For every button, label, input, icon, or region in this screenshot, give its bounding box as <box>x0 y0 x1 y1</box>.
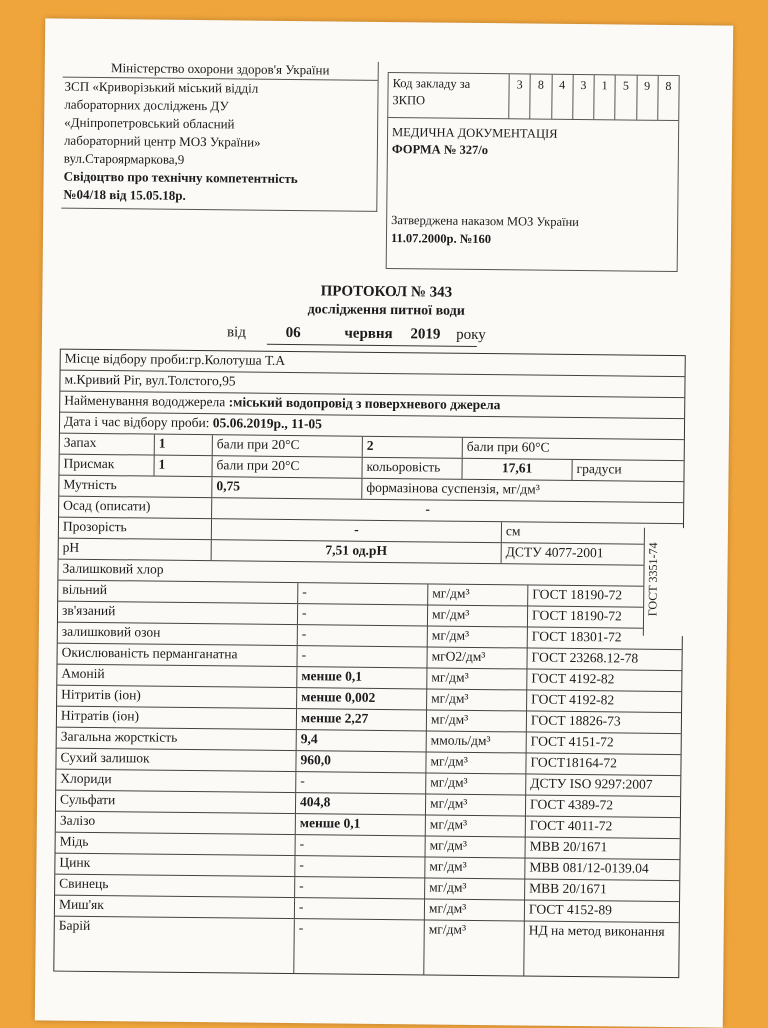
indicator-value: - <box>298 583 428 604</box>
smell-label: Запах <box>60 434 155 455</box>
indicator-value: 960,0 <box>296 751 426 772</box>
code-digit: 4 <box>552 75 574 119</box>
indicator-standard: ГОСТ 4151-72 <box>530 733 614 750</box>
lab-line: ЗСП «Криворізький міський відділ <box>64 78 259 96</box>
indicator-value: - <box>296 835 426 856</box>
indicator-standard: ГОСТ 23268.12-78 <box>531 649 639 666</box>
indicator-name: Залізо <box>56 812 296 835</box>
indicator-unit: мг/дм³ <box>426 752 526 773</box>
indicator-unit: мг/дм³ <box>426 794 526 815</box>
indicator-name: Миш'як <box>55 896 295 919</box>
indicator-name: Барій <box>54 917 295 974</box>
indicator-name: залишковий озон <box>58 623 298 646</box>
indicator-standard: ДСТУ ISO 9297:2007 <box>530 775 653 792</box>
color-label: кольоровість <box>362 458 462 479</box>
indicator-unit: ммоль/дм³ <box>427 731 527 752</box>
indicator-name: Сухий залишок <box>56 749 296 772</box>
indicator-unit: мг/дм³ <box>428 626 528 647</box>
document-sheet <box>35 18 733 1027</box>
approval-date: 11.07.2000р. №160 <box>390 231 492 247</box>
indicator-standard: ГОСТ 4192-82 <box>531 691 615 708</box>
indicator-unit: мг/дм³ <box>425 878 525 899</box>
indicator-value: менше 0,1 <box>296 814 426 835</box>
indicator-standard: МВВ 20/1671 <box>529 838 608 855</box>
date-suffix: року <box>456 326 486 344</box>
form-number: ФОРМА № 327/о <box>391 142 489 158</box>
indicator-unit: мг/дм³ <box>426 836 526 857</box>
smell-unit: бали при 20°С <box>213 435 363 457</box>
approval-text: Затверджена наказом МОЗ України <box>391 213 579 230</box>
certificate-line: Свідоцтво про технічну компетентність <box>63 168 298 187</box>
indicator-unit: мг/дм³ <box>426 815 526 836</box>
indicator-name: Цинк <box>55 854 295 877</box>
indicator-standard: ГОСТ 18190-72 <box>531 607 622 624</box>
med-doc-block <box>388 118 678 161</box>
side-standard-text: ГОСТ 3351-74 <box>645 542 661 617</box>
date-day: 06 <box>285 324 301 342</box>
indicator-name: Нітритів (іон) <box>57 686 297 709</box>
sample-place: Місце відбору проби:гр.Колотуша Т.А <box>64 350 286 368</box>
code-digit: 1 <box>594 75 616 119</box>
code-digit: 8 <box>665 78 672 93</box>
indicator-unit: мг/дм³ <box>425 857 525 878</box>
ministry-name: Міністерство охорони здоров'я України <box>63 59 378 81</box>
indicator-value: 404,8 <box>296 793 426 814</box>
ph-label: pH <box>59 539 212 561</box>
chlorine-header: Залишковий хлор <box>62 560 164 577</box>
sample-datetime-label: Дата і час відбору проби: <box>63 413 210 431</box>
code-digit: 8 <box>530 75 552 119</box>
indicator-value: - <box>295 877 425 898</box>
lab-line: «Дніпропетровський обласний <box>64 114 235 132</box>
lab-address: вул.Староярмаркова,9 <box>63 150 185 167</box>
indicator-standard: ГОСТ 18826-73 <box>530 712 621 729</box>
color-value: 17,61 <box>462 459 572 480</box>
lab-line: лабораторний центр МОЗ України» <box>63 132 261 150</box>
date-month: червня <box>344 325 393 343</box>
med-doc-title: МЕДИЧНА ДОКУМЕНТАЦІЯ <box>392 125 558 141</box>
protocol-subtitle: дослідження питної води <box>307 302 465 319</box>
indicator-standard: ГОСТ 4192-82 <box>531 670 615 687</box>
smell60-unit: бали при 60°С <box>466 438 550 455</box>
indicator-value: менше 0,002 <box>297 688 427 709</box>
results-table <box>53 349 685 979</box>
indicator-unit: мг/дм³ <box>428 584 528 605</box>
taste-unit: бали при 20°С <box>212 456 362 478</box>
lab-line: лабораторних досліджень ДУ <box>64 96 229 114</box>
indicator-unit: мг/дм³ <box>427 668 527 689</box>
smell60-value: 2 <box>363 437 463 458</box>
approval-block <box>391 211 579 249</box>
indicator-name: Нітратів (іон) <box>57 707 297 730</box>
indicator-unit: мг/дм³ <box>427 689 527 710</box>
side-standard <box>643 528 685 636</box>
indicator-standard: МВВ 081/12-0139.04 <box>529 859 649 876</box>
indicator-value: менше 0,1 <box>297 667 427 688</box>
code-row <box>388 73 678 121</box>
code-digit: 3 <box>573 75 595 119</box>
ph-standard: ДСТУ 4077-2001 <box>505 544 604 561</box>
indicator-value: менше 2,27 <box>297 709 427 730</box>
date-underline <box>267 344 477 347</box>
code-digit: 5 <box>615 75 637 119</box>
indicator-standard: ГОСТ 18301-72 <box>531 628 622 645</box>
indicator-name: вільний <box>58 581 298 604</box>
indicator-unit: мгО2/дм³ <box>427 647 527 668</box>
code-label: Код закладу за ЗКПО <box>388 73 509 118</box>
indicator-standard: ГОСТ18164-72 <box>530 754 617 771</box>
indicator-name: зв'язаний <box>58 602 298 625</box>
certificate-number: №04/18 від 15.05.18р. <box>63 186 186 203</box>
indicator-unit: мг/дм³ <box>427 710 527 731</box>
indicator-unit: мг/дм³ <box>424 920 525 975</box>
indicator-value: - <box>295 898 425 919</box>
indicator-unit: мг/дм³ <box>425 899 525 920</box>
indicator-unit: мг/дм³ <box>426 773 526 794</box>
smell-value: 1 <box>155 435 213 456</box>
indicator-value: - <box>298 625 428 646</box>
turbidity-label: Мутність <box>59 476 212 498</box>
indicator-standard: ГОСТ 18190-72 <box>532 586 623 603</box>
sediment-label: Осад (описати) <box>59 497 212 519</box>
indicator-standard: ГОСТ 4389-72 <box>529 796 614 813</box>
indicator-standard: МВВ 20/1671 <box>529 880 607 897</box>
indicator-name: Свинець <box>55 875 295 898</box>
turbidity-unit: формазінова суспензія, мг/дм³ <box>366 479 540 497</box>
indicator-name: Хлориди <box>56 770 296 793</box>
title-block <box>42 280 730 322</box>
transparency-label: Прозорість <box>59 518 212 540</box>
protocol-title: ПРОТОКОЛ № 343 <box>320 283 453 301</box>
sediment-value: - <box>425 501 430 517</box>
indicator-value: - <box>297 646 427 667</box>
transparency-value: - <box>212 519 502 542</box>
indicator-standard: ГОСТ 4152-89 <box>528 901 613 918</box>
indicator-unit: мг/дм³ <box>428 605 528 626</box>
indicator-name: Сульфати <box>56 791 296 814</box>
indicator-value: - <box>296 772 426 793</box>
ph-value: 7,51 од.pH <box>212 540 502 563</box>
sample-address: м.Кривий Ріг, вул.Толстого,95 <box>64 371 236 389</box>
sample-datetime-value: 05.06.2019р., 11-05 <box>212 415 323 432</box>
indicator-standard: ГОСТ 4011-72 <box>529 817 613 834</box>
code-digit: 3 <box>509 74 531 118</box>
water-source-value: :міський водопровід з поверхневого джерела <box>228 394 501 413</box>
date-year: 2019 <box>410 326 441 343</box>
indicator-name: Амоній <box>57 665 297 688</box>
lab-info-block <box>61 59 379 212</box>
turbidity-value: 0,75 <box>212 477 362 499</box>
taste-value: 1 <box>154 456 212 477</box>
indicator-value: - <box>298 604 428 625</box>
indicator-value: 9,4 <box>297 730 427 751</box>
results-rows <box>54 581 682 978</box>
table-row <box>54 917 679 978</box>
code-digit: 9 <box>637 76 659 120</box>
date-prefix: від <box>226 324 246 341</box>
indicator-name: Мідь <box>56 833 296 856</box>
transparency-unit: см <box>505 523 521 539</box>
indicator-name: Окислюваність перманганатна <box>58 644 298 667</box>
indicator-standard: НД на метод виконання <box>528 922 665 939</box>
indicator-name: Загальна жорсткість <box>57 728 297 751</box>
protocol-date <box>227 324 547 344</box>
taste-label: Присмак <box>59 455 154 476</box>
code-digits <box>509 74 678 120</box>
indicator-value: - <box>294 919 425 974</box>
form-info-block <box>386 72 680 272</box>
water-source-label: Найменування вододжерела <box>64 392 226 410</box>
color-unit: градуси <box>576 461 622 477</box>
indicator-value: - <box>295 856 425 877</box>
